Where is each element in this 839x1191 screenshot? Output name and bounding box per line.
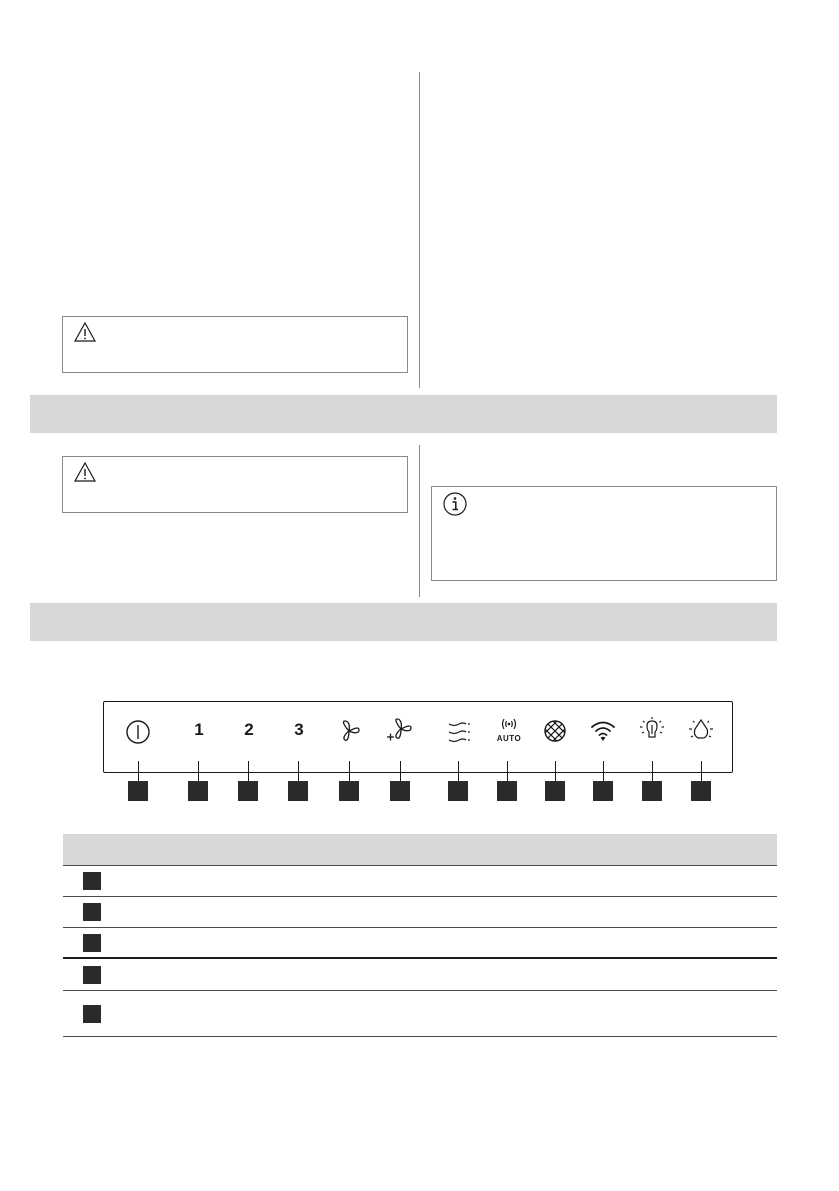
section-header-band	[30, 603, 777, 641]
speed-3-button[interactable]: 3	[294, 720, 304, 739]
column-divider-top	[419, 72, 420, 388]
warning-triangle-icon	[73, 461, 97, 483]
callout-line	[400, 761, 401, 781]
warning-triangle-icon	[73, 321, 97, 343]
callout-marker	[497, 781, 517, 801]
temperature-light-icon[interactable]	[638, 716, 666, 746]
info-box	[431, 486, 777, 581]
fan-icon[interactable]	[336, 718, 362, 744]
callout-marker	[593, 781, 613, 801]
callout-marker	[642, 781, 662, 801]
callout-marker	[339, 781, 359, 801]
callout-marker	[390, 781, 410, 801]
table-row	[63, 991, 777, 1037]
callout-marker	[188, 781, 208, 801]
callout-marker	[238, 781, 258, 801]
grease-filter-icon[interactable]	[543, 719, 567, 743]
table-row	[63, 866, 777, 897]
row-marker	[83, 872, 101, 890]
callout-line	[458, 761, 459, 781]
speed-1-button[interactable]: 1	[194, 720, 204, 739]
callout-line	[603, 761, 604, 781]
callout-marker	[691, 781, 711, 801]
callout-line	[701, 761, 702, 781]
wifi-icon[interactable]	[589, 719, 617, 743]
warning-box	[62, 316, 408, 373]
row-marker	[83, 934, 101, 952]
callout-line	[248, 761, 249, 781]
callout-line	[138, 761, 139, 781]
callout-marker	[545, 781, 565, 801]
power-icon[interactable]	[125, 719, 151, 745]
row-marker	[83, 966, 101, 984]
info-circle-icon	[442, 491, 468, 517]
callout-line	[198, 761, 199, 781]
callout-marker	[288, 781, 308, 801]
callout-line	[555, 761, 556, 781]
callout-line	[507, 761, 508, 781]
table-row	[63, 897, 777, 928]
auto-label: AUTO	[496, 734, 522, 743]
table-header	[63, 834, 777, 865]
callout-line	[652, 761, 653, 781]
light-bulb-icon[interactable]	[687, 716, 715, 744]
callout-line	[349, 761, 350, 781]
row-marker	[83, 903, 101, 921]
section-header-band	[30, 395, 777, 433]
table-row	[63, 959, 777, 991]
column-divider-middle	[419, 445, 420, 597]
air-flow-icon[interactable]	[446, 719, 472, 745]
callout-line	[298, 761, 299, 781]
callout-marker	[448, 781, 468, 801]
row-marker	[83, 1005, 101, 1023]
fan-plus-icon[interactable]	[385, 716, 415, 746]
speed-2-button[interactable]: 2	[244, 720, 254, 739]
table-row	[63, 928, 777, 959]
warning-box	[62, 456, 408, 513]
auto-signal-icon[interactable]	[496, 716, 522, 732]
callout-marker	[128, 781, 148, 801]
